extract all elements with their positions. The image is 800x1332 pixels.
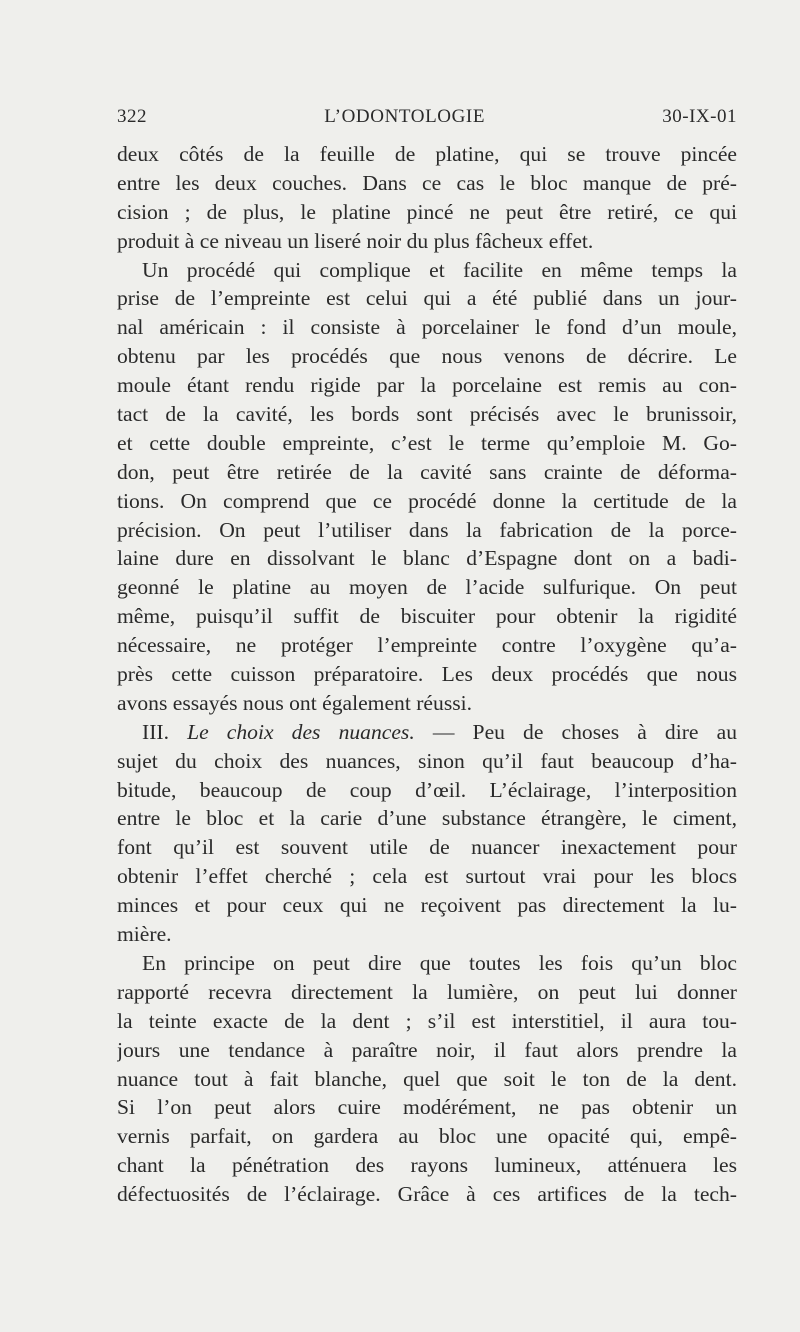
- section-heading: Le choix des nuances.: [187, 719, 415, 744]
- text-line: sujet du choix des nuances, sinon qu’il faut beaucoup d’ha-: [117, 748, 737, 773]
- text-line: laine dure en dissolvant le blanc d’Espagne dont on a badi-: [117, 546, 737, 571]
- text-line: produit à ce niveau un liseré noir du plus fâcheux effet.: [117, 228, 594, 253]
- text-line: nal américain : il consiste à porcelainer le fond d’un moule,: [117, 315, 737, 340]
- text-line: et cette double empreinte, c’est le terme qu’emploie M. Go-: [117, 430, 737, 455]
- text-line: entre les deux couches. Dans ce cas le bloc manque de pré-: [117, 170, 737, 195]
- text-line: vernis parfait, on gardera au bloc une opacité qui, empê-: [117, 1124, 737, 1149]
- text-line: Un procédé qui complique et facilite en même temps la: [142, 257, 737, 282]
- text-line: défectuosités de l’éclairage. Grâce à ces artifices de la tech-: [117, 1182, 737, 1207]
- text-line: tions. On comprend que ce procédé donne la certitude de la: [117, 488, 737, 513]
- running-title: L’ODONTOLOGIE: [324, 106, 486, 127]
- text-line: près cette cuisson préparatoire. Les deux procédés que nous: [117, 662, 737, 687]
- text-line: précision. On peut l’utiliser dans la fabrication de la porce-: [117, 517, 737, 542]
- text-line: Si l’on peut alors cuire modérément, ne pas obtenir un: [117, 1095, 737, 1120]
- text-line: tact de la cavité, les bords sont précisés avec le brunissoir,: [117, 402, 737, 427]
- text-line: jours une tendance à paraître noir, il faut alors prendre la: [117, 1037, 737, 1062]
- text-line: don, peut être retirée de la cavité sans crainte de déforma-: [117, 459, 737, 484]
- text-line: minces et pour ceux qui ne reçoivent pas directement la lu-: [117, 893, 737, 918]
- section-lead-text: — Peu de choses à dire au: [414, 719, 737, 744]
- text-line: deux côtés de la feuille de platine, qui se trouve pincée: [117, 142, 737, 166]
- issue-date: 30-IX-01: [662, 106, 737, 127]
- text-line: nécessaire, ne protéger l’empreinte contre l’oxygène qu’a-: [117, 633, 737, 658]
- text-line: bitude, beaucoup de coup d’œil. L’éclairage, l’interposition: [117, 777, 737, 802]
- text-line: En principe on peut dire que toutes les fois qu’un bloc: [142, 950, 737, 975]
- section-numeral: III.: [142, 719, 188, 744]
- text-line: nuance tout à fait blanche, quel que soit le ton de la dent.: [117, 1066, 737, 1091]
- page-number: 322: [117, 106, 147, 127]
- text-line: avons essayés nous ont également réussi.: [117, 690, 473, 715]
- text-line: prise de l’empreinte est celui qui a été publié dans un jour-: [117, 286, 737, 311]
- text-line: mière.: [117, 922, 172, 947]
- text-line: la teinte exacte de la dent ; s’il est interstitiel, il aura tou-: [117, 1008, 737, 1033]
- text-line: geonné le platine au moyen de l’acide sulfurique. On peut: [117, 575, 737, 600]
- text-line: obtenu par les procédés que nous venons de décrire. Le: [117, 344, 737, 369]
- text-line: rapporté recevra directement la lumière, on peut lui donner: [117, 979, 737, 1004]
- page-body-text: [117, 140, 737, 1209]
- text-line: obtenir l’effet cherché ; cela est surtout vrai pour les blocs: [117, 864, 737, 889]
- text-line: [117, 718, 737, 747]
- text-line: même, puisqu’il suffit de biscuiter pour obtenir la rigidité: [117, 604, 737, 629]
- text-line: font qu’il est souvent utile de nuancer inexactement pour: [117, 835, 737, 860]
- text-line: moule étant rendu rigide par la porcelaine est remis au con-: [117, 373, 737, 398]
- text-line: chant la pénétration des rayons lumineux, atténuera les: [117, 1153, 737, 1178]
- text-line: cision ; de plus, le platine pincé ne peut être retiré, ce qui: [117, 199, 737, 224]
- running-header: [117, 106, 737, 128]
- text-line: entre le bloc et la carie d’une substance étrangère, le ciment,: [117, 806, 737, 831]
